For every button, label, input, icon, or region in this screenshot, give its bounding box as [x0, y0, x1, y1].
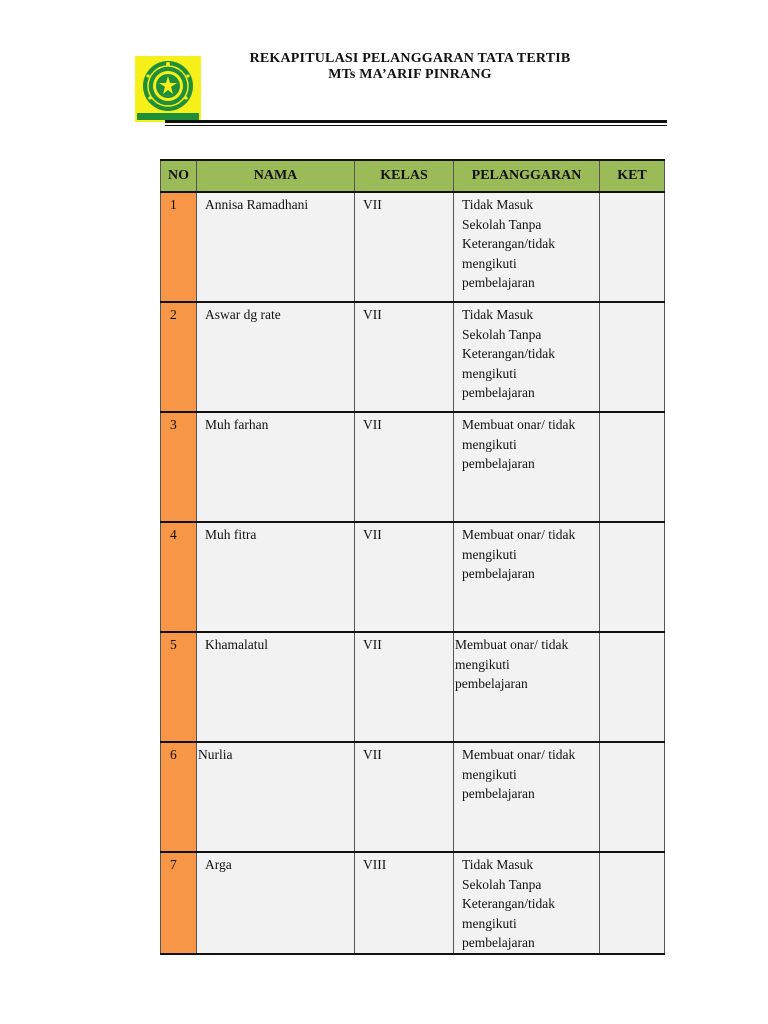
table-row	[161, 742, 665, 852]
table-row	[161, 192, 665, 302]
header-rule-thick	[165, 120, 667, 123]
table-header-row	[161, 160, 665, 192]
cell-pelanggaran: Membuat onar/ tidak mengikuti pembelajaran	[454, 412, 600, 522]
cell-kelas: VII	[355, 632, 454, 742]
header-rule-thin	[165, 125, 667, 126]
column-header-no: NO	[161, 160, 197, 192]
cell-ket	[600, 852, 665, 954]
column-header-kelas: KELAS	[355, 160, 454, 192]
cell-nama: Arga	[197, 852, 355, 954]
cell-ket	[600, 412, 665, 522]
cell-no: 4	[161, 522, 197, 632]
cell-pelanggaran: Membuat onar/ tidak mengikuti pembelajaran	[454, 522, 600, 632]
cell-kelas: VIII	[355, 852, 454, 954]
cell-nama: Khamalatul	[197, 632, 355, 742]
cell-ket	[600, 192, 665, 302]
cell-nama: Muh fitra	[197, 522, 355, 632]
column-header-ket: KET	[600, 160, 665, 192]
madrasah-emblem-icon	[135, 56, 201, 122]
cell-no: 1	[161, 192, 197, 302]
cell-kelas: VII	[355, 302, 454, 412]
cell-pelanggaran: Tidak Masuk Sekolah Tanpa Keterangan/tidak mengikuti pembelajaran	[454, 852, 600, 954]
cell-no: 6	[161, 742, 197, 852]
table-row	[161, 632, 665, 742]
cell-nama: Nurlia	[197, 742, 355, 852]
cell-nama: Annisa Ramadhani	[197, 192, 355, 302]
cell-pelanggaran: Tidak Masuk Sekolah Tanpa Keterangan/tidak mengikuti pembelajaran	[454, 302, 600, 412]
cell-pelanggaran: Membuat onar/ tidak mengikuti pembelajaran	[454, 632, 600, 742]
cell-ket	[600, 742, 665, 852]
cell-kelas: VII	[355, 192, 454, 302]
cell-pelanggaran: Membuat onar/ tidak mengikuti pembelajaran	[454, 742, 600, 852]
cell-no: 2	[161, 302, 197, 412]
cell-no: 3	[161, 412, 197, 522]
cell-no: 5	[161, 632, 197, 742]
column-header-pelanggaran: PELANGGARAN	[454, 160, 600, 192]
table-row	[161, 412, 665, 522]
table-row	[161, 302, 665, 412]
cell-ket	[600, 522, 665, 632]
cell-ket	[600, 632, 665, 742]
violation-table	[160, 159, 665, 955]
cell-kelas: VII	[355, 412, 454, 522]
document-subtitle: MTs MA’ARIF PINRANG	[328, 67, 492, 82]
cell-kelas: VII	[355, 742, 454, 852]
cell-nama: Muh farhan	[197, 412, 355, 522]
table-row	[161, 852, 665, 954]
cell-ket	[600, 302, 665, 412]
document-title: REKAPITULASI PELANGGARAN TATA TERTIB	[249, 51, 571, 66]
cell-pelanggaran: Tidak Masuk Sekolah Tanpa Keterangan/tidak mengikuti pembelajaran	[454, 192, 600, 302]
cell-kelas: VII	[355, 522, 454, 632]
table-row	[161, 522, 665, 632]
cell-nama: Aswar dg rate	[197, 302, 355, 412]
cell-no: 7	[161, 852, 197, 954]
column-header-nama: NAMA	[197, 160, 355, 192]
